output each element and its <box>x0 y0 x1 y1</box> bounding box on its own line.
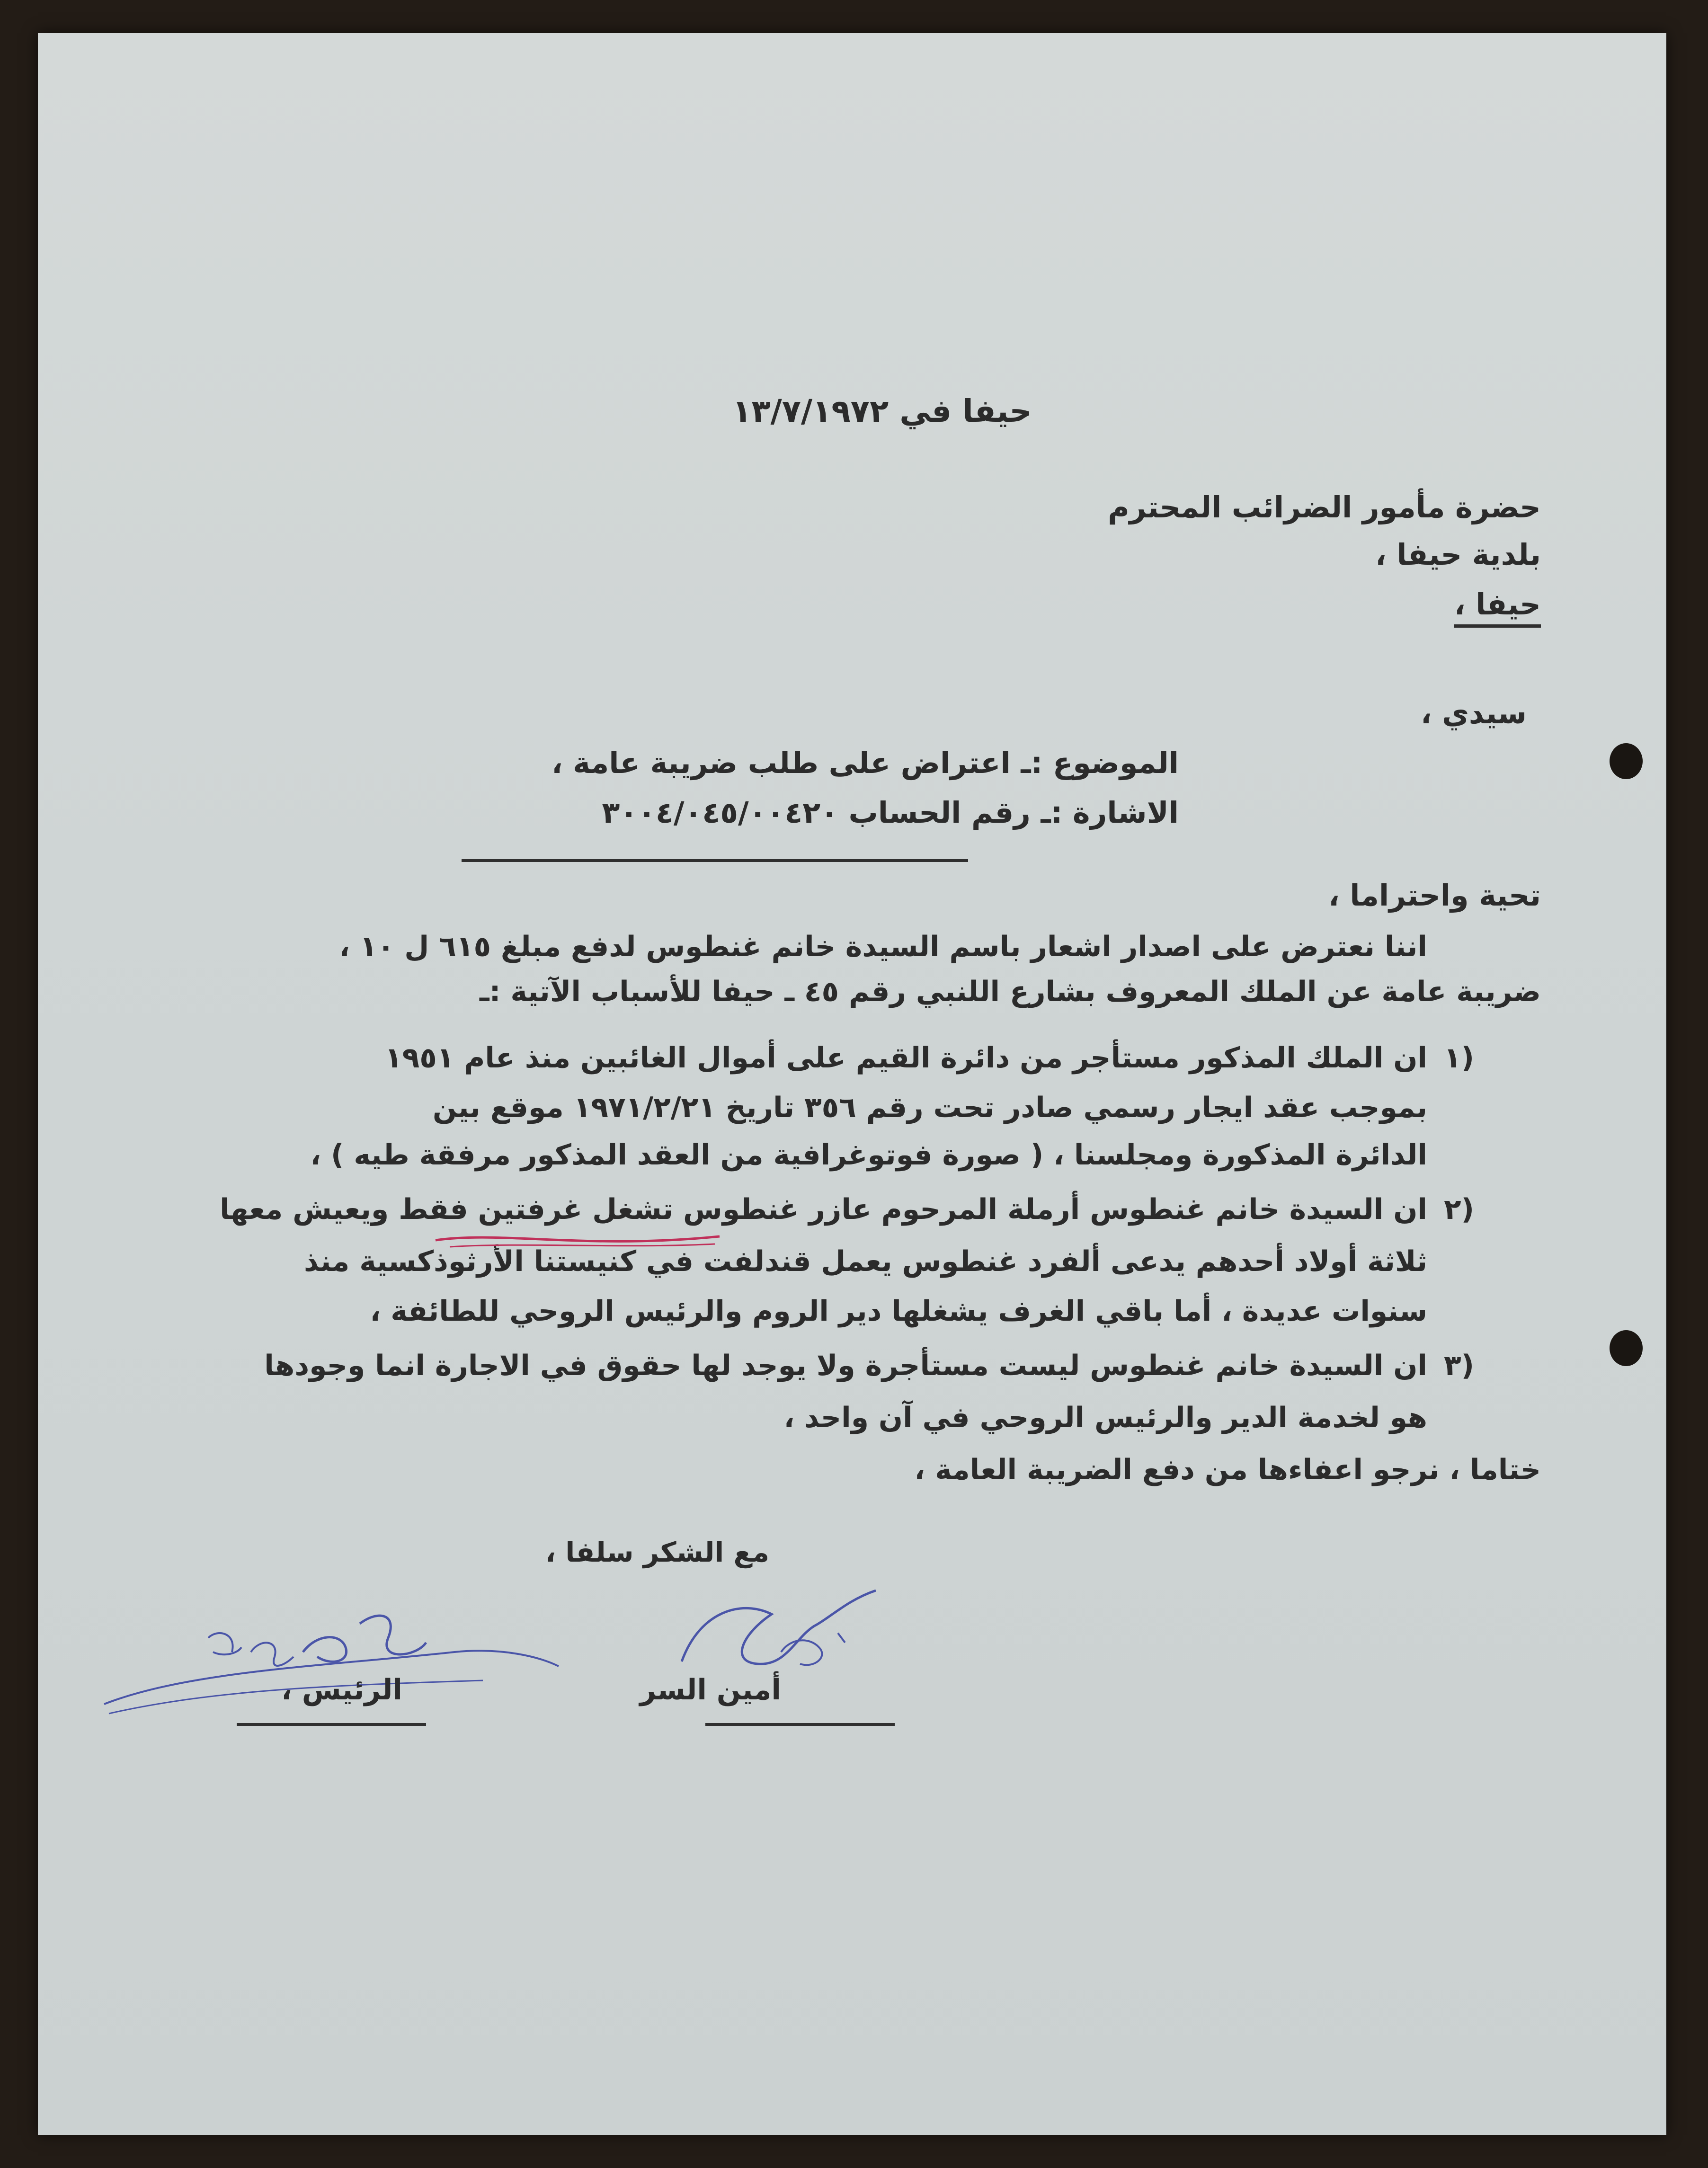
intro-line-1: اننا نعترض على اصدار اشعار باسم السيدة خانم غنطوس لدفع مبلغ ٦١٥ ل ١٠ ، <box>339 930 1427 963</box>
secretary-rule <box>705 1723 895 1726</box>
date-line: حيفا في ١٣/٧/١٩٧٢ <box>732 393 1032 429</box>
punch-hole <box>1610 743 1643 779</box>
point-3-line-1: ان السيدة خانم غنطوس ليست مستأجرة ولا يوجد لها حقوق في الاجارة انما وجودها <box>264 1349 1427 1382</box>
point-2-line-2: ثلاثة أولاد أحدهم يدعى ألفرد غنطوس يعمل قندلفت في كنيستنا الأرثوذكسية منذ <box>304 1245 1427 1278</box>
letter-page <box>38 33 1666 2135</box>
point-1-line-3: الدائرة المذكورة ومجلسنا ، ( صورة فوتوغرافية من العقد المذكور مرفقة طيه ) ، <box>310 1138 1427 1172</box>
secretary-label: أمين السر <box>640 1673 781 1706</box>
president-rule <box>237 1723 426 1726</box>
closing-line: ختاما ، نرجو اعفاءها من دفع الضريبة العامة ، <box>914 1453 1541 1486</box>
red-pen-underline <box>431 1226 724 1254</box>
point-number: ١) <box>1444 1041 1475 1075</box>
addressee-line-2: بلدية حيفا ، <box>1375 537 1541 572</box>
addressee-line-3: حيفا ، <box>1454 587 1541 628</box>
point-number: ٢) <box>1444 1193 1475 1226</box>
point-1-line-1: ان الملك المذكور مستأجر من دائرة القيم على أموال الغائبين منذ عام ١٩٥١ <box>385 1041 1427 1075</box>
subject-line: الموضوع :ـ اعتراض على طلب ضريبة عامة ، <box>552 746 1179 780</box>
point-3-line-2: هو لخدمة الدير والرئيس الروحي في آن واحد ، <box>783 1401 1427 1434</box>
point-2-line-3: سنوات عديدة ، أما باقي الغرف يشغلها دير الروم والرئيس الروحي للطائفة ، <box>370 1295 1427 1328</box>
salutation: سيدي ، <box>1420 696 1527 730</box>
punch-hole <box>1610 1330 1643 1366</box>
point-1-line-2: بموجب عقد ايجار رسمي صادر تحت رقم ٣٥٦ تاريخ ١٩٧١/٢/٢١ موقع بين <box>432 1091 1427 1124</box>
president-label: الرئيس ، <box>281 1673 402 1706</box>
point-2-line-1: ان السيدة خانم غنطوس أرملة المرحوم عازر غنطوس تشغل غرفتين فقط ويعيش معها <box>220 1193 1427 1226</box>
intro-line-2: ضريبة عامة عن الملك المعروف بشارع اللنبي رقم ٤٥ ـ حيفا للأسباب الآتية :ـ <box>479 975 1541 1008</box>
addressee-line-1: حضرة مأمور الضرائب المحترم <box>1108 490 1541 524</box>
reference-line: الاشارة :ـ رقم الحساب ٣٠٠٤/٠٤٥/٠٠٤٢٠ <box>602 795 1179 830</box>
thanks-line: مع الشكر سلفا ، <box>545 1536 769 1568</box>
point-number: ٣) <box>1444 1349 1475 1382</box>
greeting: تحية واحتراما ، <box>1328 878 1541 913</box>
president-signature <box>95 1595 568 1733</box>
reference-rule <box>462 859 968 862</box>
